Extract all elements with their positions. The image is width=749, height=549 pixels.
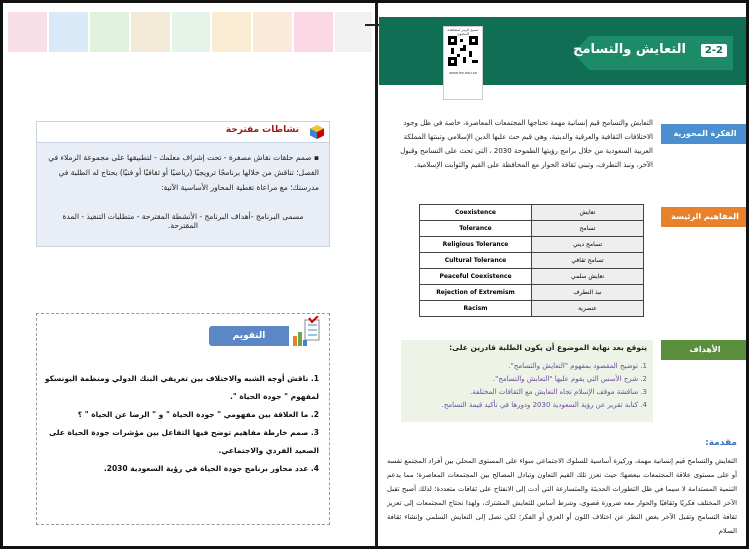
color-tab <box>131 12 170 52</box>
evaluation-box <box>36 313 330 525</box>
suggested-activities-box <box>36 121 330 247</box>
color-tab <box>90 12 129 52</box>
core-idea-text: التعايش والتسامح قيم إنسانية مهمة تحتاجها المجتمعات المعاصرة، خاصة في ظل وجود الاختلافات الثقافية والعرقية والدينية، وهي قيم حث عليها الدين الإسلامي وتبنتها المملكة العربية السعودية من خلال برامج رؤيتها الطموحة 2030 ، التي تحث على التسامح وقبول الآخر، ونبذ التطرف، وتبني ثقافة الحوار مع المحافظة على القيم والثوابت الإسلامية. <box>400 119 653 169</box>
evaluation-list <box>43 370 319 478</box>
goal-item: 3. مناقشة موقف الإسلام تجاه التعايش مع الثقافات المختلفة. <box>470 388 647 396</box>
key-concepts-table <box>419 204 644 317</box>
concept-ar: تعايش <box>532 205 644 221</box>
color-tab <box>294 12 333 52</box>
introduction-title: مقدمة: <box>705 438 737 448</box>
color-tab <box>172 12 211 52</box>
qr-code-icon[interactable] <box>448 36 478 66</box>
concept-ar: عنصرية <box>532 301 644 317</box>
table-row <box>420 237 644 253</box>
activities-footer: مسمى البرنامج -أهداف البرنامج - الأنشطة المقترحة - متطلبات التنفيذ - المدة المقترحة. <box>62 212 304 230</box>
table-row <box>420 301 644 317</box>
concept-en: Religious Tolerance <box>420 237 532 253</box>
chart-checklist-icon <box>291 316 323 348</box>
evaluation-item: 1. ناقش أوجه الشبه والاختلاف بين تعريفي البنك الدولي ومنظمة اليونسكو لمفهوم " جودة الحياة ". <box>44 374 319 401</box>
right-page <box>379 6 749 549</box>
table-row <box>420 253 644 269</box>
introduction-text: التعايش والتسامح قيم إنسانية مهمة، وركيزة أساسية للسلوك الاجتماعي سواء على المستوى المحلي بين أفراد المجتمع نفسه أو على مستوى علاقة المجتمعات ببعضها؛ حيث تعزز تلك القيم التعاون وتبادل المصالح بين المجتمعات المعاصرة؛ مما يدعم التنمية المستدامة لا سيما في ظل التطورات الحديثة والمتسارعة التي أدت إلى الانفتاح على ثقافات متعددة؛ لذلك أصبح تقبل الآخر المختلف فكريًا وثقافيًا والحوار معه ضرورة قصوى، وشرط أساس للتعايش المشترك، ولهذا نحتاج المجتمعات إلى تعزيز ثقافة التسامح وتقبل الآخر بغض النظر عن اختلاف اللون أو العرق أو الفكر؛ لكي تصل إلى التعايش السلمي وإنشاء ثقافة السلام <box>387 457 737 535</box>
evaluation-title: التقويم <box>209 326 289 346</box>
activities-header <box>37 122 329 143</box>
page-number: 2-2 <box>701 44 727 57</box>
goals-label: الأهداف <box>661 340 749 360</box>
concept-ar: تسامح ثقافي <box>532 253 644 269</box>
color-tabs <box>6 12 372 52</box>
goal-item: 2. شرح الأسس التي يقوم عليها "التعايش والتسامح". <box>492 375 647 383</box>
cube-icon <box>309 124 325 140</box>
concept-en: Peaceful Coexistence <box>420 269 532 285</box>
concept-en: Rejection of Extremism <box>420 285 532 301</box>
page-title: التعايش والتسامح <box>573 42 686 57</box>
goal-item: 1. توضيح المقصود بمفهوم "التعايش والتسامح". <box>508 362 647 370</box>
concept-ar: تسامح ديني <box>532 237 644 253</box>
evaluation-item: 2. ما العلاقة بين مفهومي " جودة الحياة " و " الرضا عن الحياة " ؟ <box>77 410 319 419</box>
activities-body: ▪ صمم حلقات نقاش مصغرة - تحت إشراف معلمك - لتطبيقها على مجموعة الزملاء في الفصل؛ تناقش من خلالها برنامجًا ترويجيًا (رياضيًا أو ثقافيًا أو فنيًا) يحتاج له الطلبة في مدرستك؛ مع مراعاة تغطية المحاور الأساسية الآتية: <box>48 153 319 192</box>
color-tab <box>212 12 251 52</box>
evaluation-item: 3. صمم خارطة مفاهيم توضح فيها التفاعل بين مؤشرات جودة الحياة على الصعيد الفردي والاجتماعي. <box>49 428 319 455</box>
concept-ar: تسامح <box>532 221 644 237</box>
activities-title: نشاطات مقترحة <box>225 125 299 135</box>
qr-caption: امسح الرمز لمشاهدة المحتوى <box>447 28 479 36</box>
goal-item: 4. كتابة تقرير عن رؤية السعودية 2030 ودورها في تأكيد قيمة التسامح. <box>441 401 647 409</box>
qr-card[interactable] <box>443 26 483 100</box>
goals-list <box>405 360 647 412</box>
key-concepts-label: المفاهيم الرئيسة <box>661 207 749 227</box>
color-tab <box>49 12 88 52</box>
goals-intro: يتوقع بعد نهاية الموضوع أن يكون الطلبة قادرين على: <box>449 343 647 352</box>
left-page <box>6 6 372 549</box>
concept-ar: نبذ التطرف <box>532 285 644 301</box>
color-tab <box>335 12 372 52</box>
concept-en: Racism <box>420 301 532 317</box>
table-row <box>420 269 644 285</box>
table-row <box>420 285 644 301</box>
concept-en: Tolerance <box>420 221 532 237</box>
color-tab <box>253 12 292 52</box>
page-gutter <box>375 3 378 549</box>
evaluation-item: 4. عدد محاور برنامج جودة الحياة في رؤية السعودية 2030. <box>103 464 319 473</box>
goals-box <box>401 340 653 422</box>
concept-en: Coexistence <box>420 205 532 221</box>
concept-ar: تعايش سلمي <box>532 269 644 285</box>
qr-url: www.ien.edu.sa <box>449 71 477 75</box>
table-row <box>420 205 644 221</box>
concept-en: Cultural Tolerance <box>420 253 532 269</box>
core-idea-label: الفكرة المحورية <box>661 124 749 144</box>
color-tab <box>8 12 47 52</box>
table-row <box>420 221 644 237</box>
